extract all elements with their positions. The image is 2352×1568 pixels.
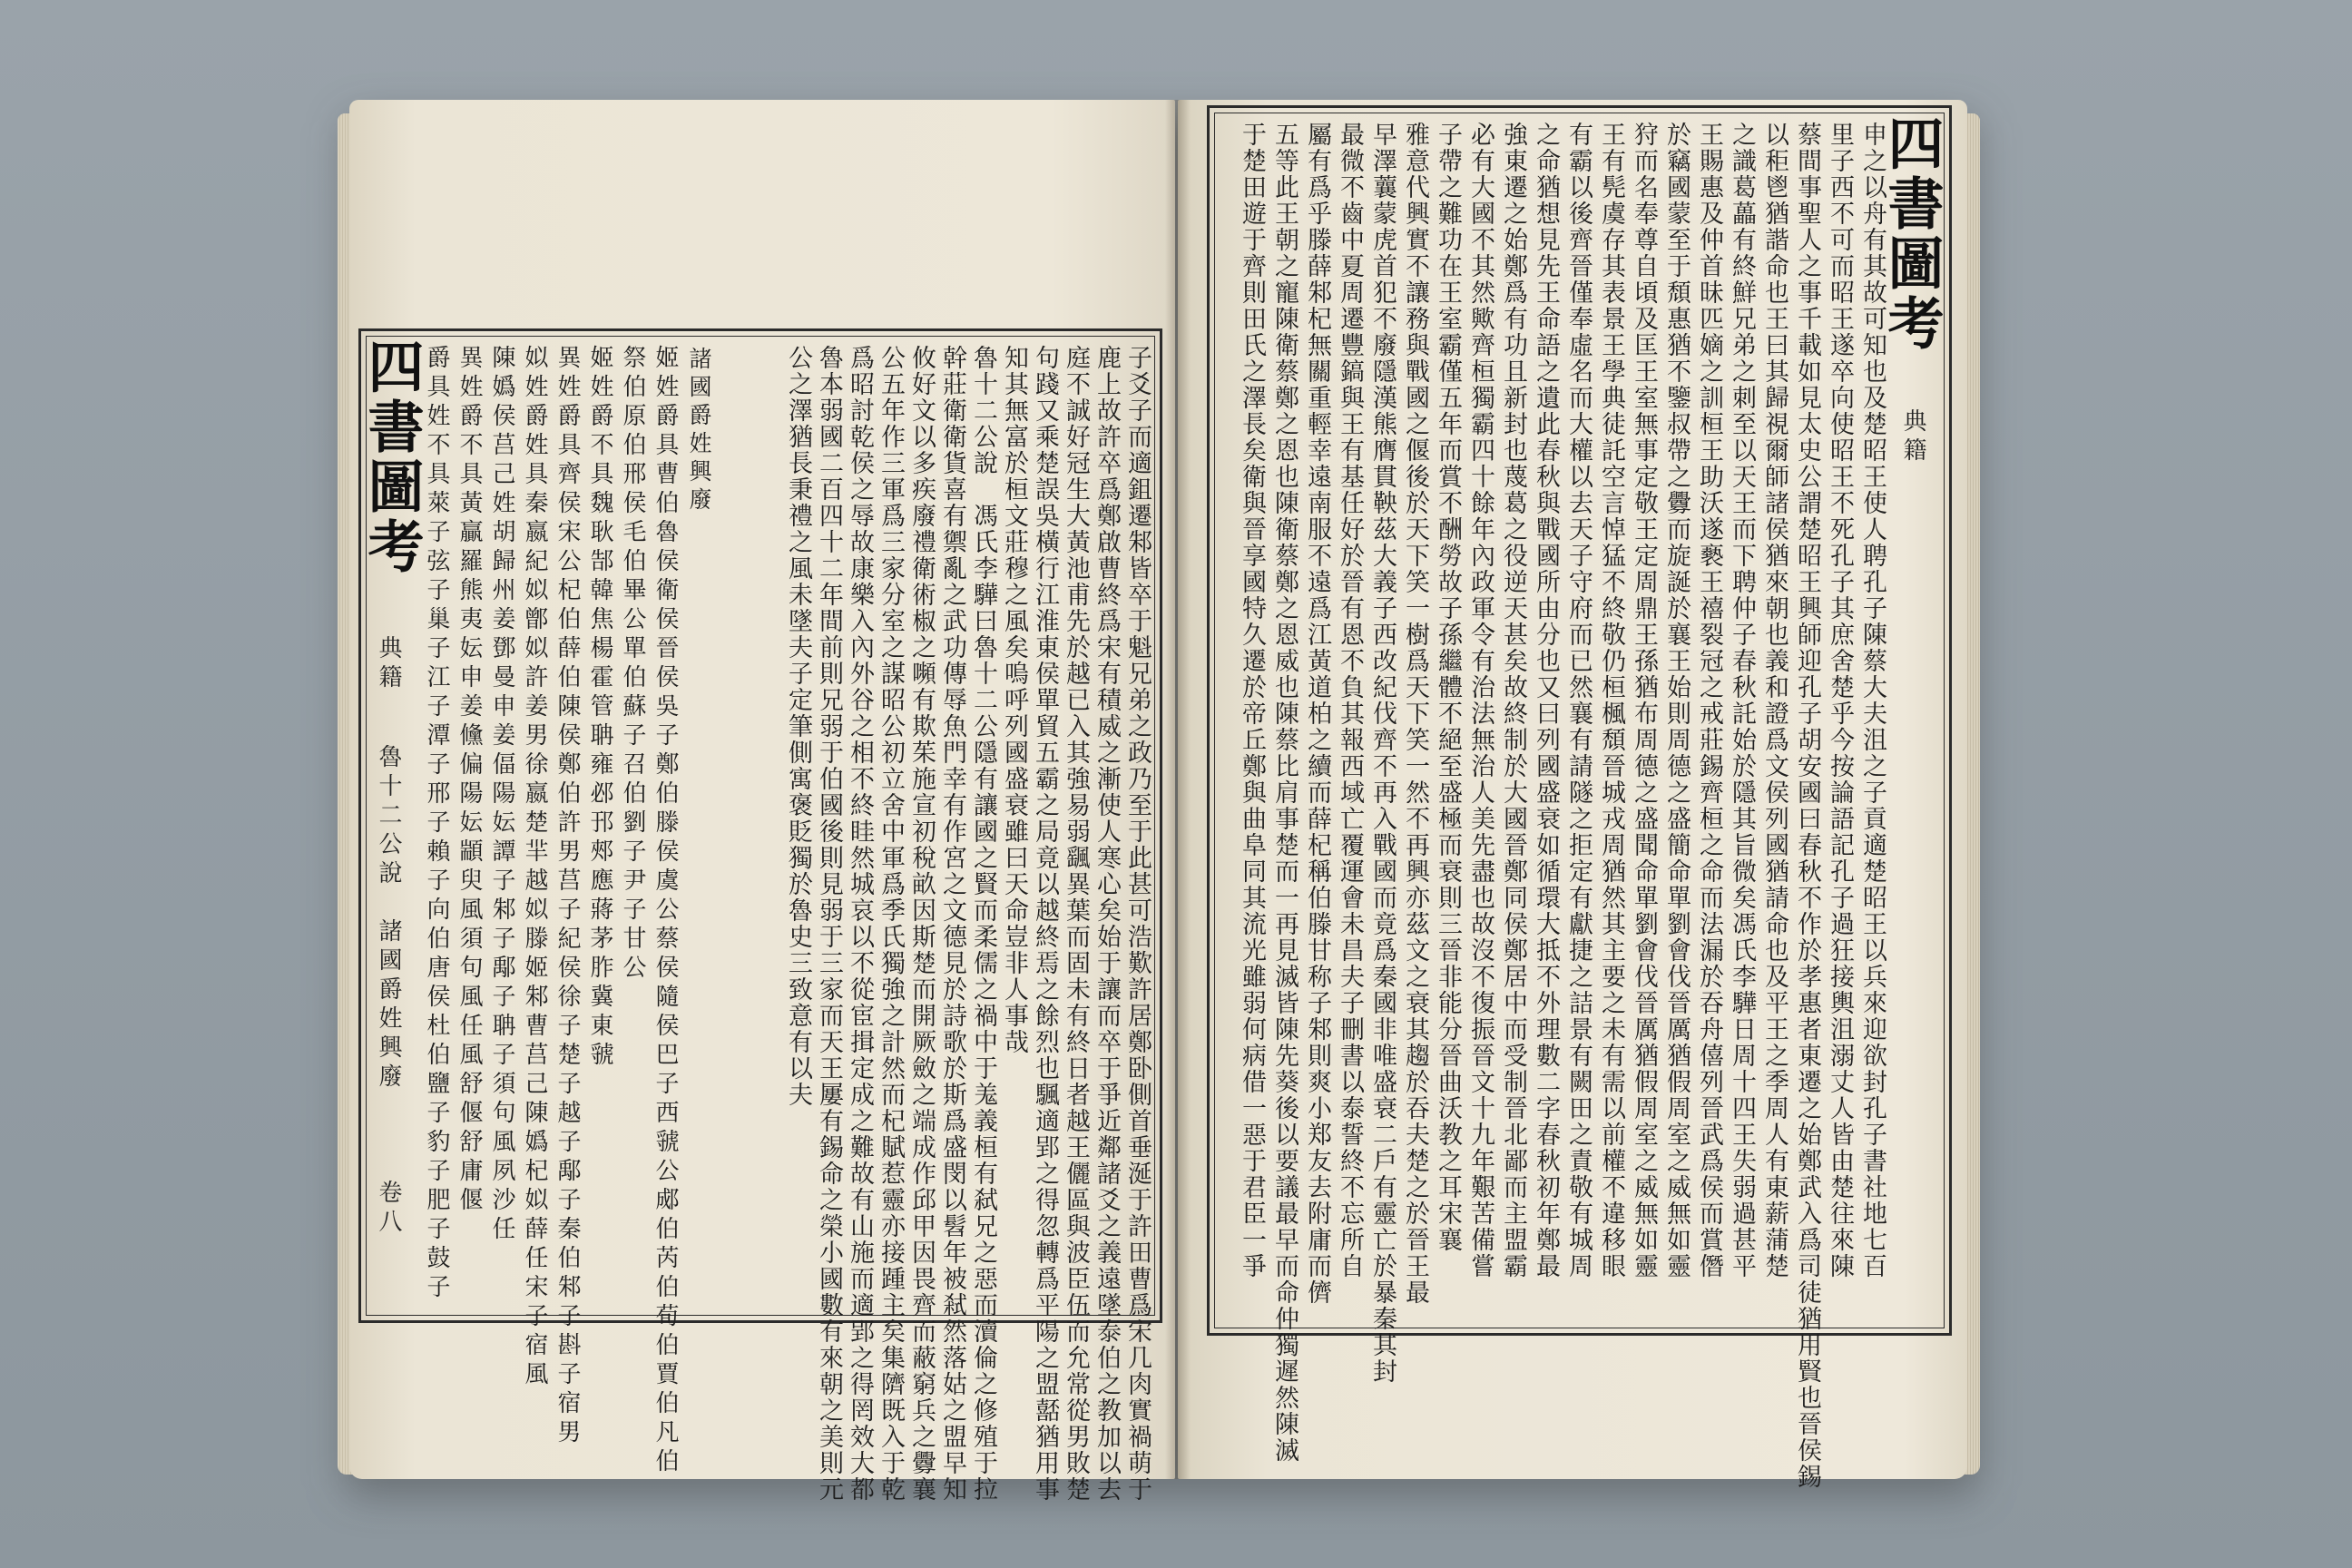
book-gutter [1165, 100, 1191, 1479]
text-column: 王賜惠及仲首昧匹嫡之訓桓王助沃遂褻王禧裂冠之戒莊錫齊桓之命而法漏於吞舟僖列晉武爲侯而賞僭 [1695, 122, 1723, 1279]
text-column: 鹿上故許卒爲鄭啟曹終爲宋有積威之漸使人寒心矣始于讓而卒于爭近鄰諸爻之義遠墜泰伯之教加以去 [1093, 345, 1121, 1503]
text-column: 以秬鬯猶諧命也王曰其歸視爾師諸侯猶來朝也義和證爲文侯列國猶請命也及平王之季周人有東薪蒲楚 [1760, 122, 1788, 1279]
text-column: 魯本弱國二百四十二年間前則兄弱于伯國後則見弱于三家而天王屢有錫命之榮小國數有來朝之美則元 [815, 345, 843, 1503]
text-column: 公之澤猶長秉禮之風未墜夫子定筆側寓褒貶獨於魯史三致意有以夫 [784, 345, 812, 1108]
right-margin-section: 典籍 [1899, 408, 1926, 466]
left-margin-section: 典籍 [375, 635, 402, 693]
text-column: 王有髡虞存其表景王學典徒託空言悼猛不終敬仍桓楓頹晉城戎周猶然其主要之未有需以前權不違移眼 [1597, 122, 1625, 1279]
left-margin-volume: 卷八 [375, 1180, 402, 1238]
text-column: 申之以舟有其故可知也及楚昭王使人聘孔子陳蔡大夫沮之子貢適楚昭王以兵來迎欲封孔子書社地七百 [1858, 122, 1886, 1279]
gloss-column: 爵具姓不具萊子弦子巢子江子潭子邢子賴子向伯唐侯杜伯鹽子豹子肥子鼓子 [423, 345, 450, 1303]
text-column: 強東遷之始鄭爲有功且新封也蔑葛之役逆天甚矣故終制於大國晉鄭同侯鄭居中而受制晉北鄙而主盟霸 [1499, 122, 1527, 1279]
gloss-column: 異姓爵不具黃贏羅熊夷妘申姜儵偏陽妘顓臾風須句風任風舒偃舒庸偃 [456, 345, 483, 1216]
gloss-column: 異姓爵具齊侯宋公杞伯薛伯陳侯鄭伯許男莒子紀侯徐子楚子越子鄅子秦伯邾子斟子宿男 [554, 345, 581, 1448]
text-column: 五等此王朝之寵陳衛蔡鄭之恩也陳衛蔡鄭之恩威也陳蔡比肩事楚而一再見滅皆陳先葵後以要議最早而命仲獨遲然陳滅 [1270, 122, 1298, 1464]
text-column: 之識葛藟有終鮮兄弟之刺至以天王而下聘仲子春秋託始於隱其旨微矣馮氏李驊日周十四王失弱過甚平 [1728, 122, 1756, 1279]
text-column: 子爻子而適鉏遷邾皆卒于魁兄弟之政乃至于此甚可浩歎許居鄭卧側首垂涎于許田曹爲宋几肉實禍萌于 [1123, 345, 1152, 1503]
gloss-column: 姬姓爵具曹伯魯侯衛侯晉侯吳子鄭伯滕侯虞公蔡侯隨侯巴子西虢公郕伯芮伯荀伯賈伯凡伯 [652, 345, 679, 1477]
text-column: 里子西不可而昭王遂卒向使昭王不死孔子其庶舍楚乎今按論語記孔子過狂接輿沮溺丈人皆由楚往來陳 [1826, 122, 1854, 1279]
text-column: 屬有爲乎滕薛邾杞無關重輕幸遠南服不遠爲江黃道柏之續而薛杞稱伯滕甘称子邾則爽小郑友去附庸而儕 [1303, 122, 1331, 1306]
text-column: 魯十二公說 馮氏李驊曰魯十二公隱有讓國之賢而柔儒之禍中于羗義桓有弑兄之惡而瀆倫之修殖于拉 [969, 345, 997, 1503]
gloss-column: 姬姓爵不具魏耿郜韓焦楊霍管聃雍邲邘郟應蔣茅胙冀東虢 [586, 345, 613, 1071]
text-column: 有霸以後齊晉僅奉虛名而大權以去天子守府而已然襄有請隧之拒定有獻捷之詰景有闕田之責敬有城周 [1564, 122, 1592, 1279]
text-column: 公五年作三軍爲三家分室之謀昭公初立舍中軍爲季氏獨強之計然而杞賦惹靈亦接踵主矣集隮既入于乾 [877, 345, 905, 1503]
text-column: 於竊國蒙至于頹惠猶不鑒叔帶之釁而旋誕於襄王始則周德之盛簡命單劉會伐晉厲猶假周室之威無如靈 [1662, 122, 1690, 1279]
text-column: 庭不誠好冠生大黃池甫先於越已入其強易弱颻異葉而固未有終日者越王儷區與波臣伍而允常從男敗楚 [1062, 345, 1090, 1503]
text-column: 幹莊衛衛貨喜有禦亂之武功傳辱魚門幸有作宮之文德見於詩歌於斯爲盛閔以髫年被弒然落姑之盟早知 [938, 345, 966, 1503]
text-column: 最微不齒中夏周遷豐鎬與王有基任好於晉有恩不負其報西域亡覆運會未昌夫子刪書以泰誓終不忘所自 [1336, 122, 1364, 1279]
gloss-column: 祭伯原伯邢侯毛伯畢公單伯蘇子召伯劉子尹子甘公 [619, 345, 646, 984]
gloss-column: 姒姓爵姓具秦嬴紀姒鄫姒許姜男徐嬴楚羋越姒滕姬邾曹莒己陳嬀杞姒薛任宋子宿風 [521, 345, 548, 1390]
section-heading: 諸國爵姓興廢 [686, 347, 712, 515]
text-column: 蔡間事聖人之事千載如見太史公謂楚昭王興師迎孔子胡安國曰春秋不作於孝惠者東遷之始鄭武入爲司徒猶用賢也晉侯錫 [1793, 122, 1821, 1490]
text-column: 爲昭討乾侯之辱故康樂入內外谷之相不終眭然城哀以不從宦揖定成之難故有山施而適郢之得罔效大都 [846, 345, 874, 1503]
text-column: 子帶之難功在王室霸僅五年而賞不酬勞故子孫繼體不絕至盛極而衰則三晉非能分晉曲沃教之耳宋襄 [1434, 122, 1462, 1253]
right-margin-title: 四書圖考 [1878, 114, 1945, 354]
text-column: 狩而名奉尊自頃及匡王室無事定敬王定周鼎王孫猶布周德之盛聞命單劉會伐晉厲猶假周室之威無如靈 [1630, 122, 1658, 1279]
text-column: 雅意代興實不讓務與戰國之偃後於天下笑一樹爲天下笑一然不再興亦茲文之衰其趨於吞夫楚之於晉王最 [1401, 122, 1429, 1306]
text-column: 之命猶想見先王命語之遺此春秋與戰國所由分也又曰列國盛衰如循環大抵不外理數二字春秋初年鄭最 [1532, 122, 1560, 1279]
left-margin-chapter-note: 魯十二公說 諸國爵姓興廢 [375, 744, 402, 1093]
gloss-column: 陳嬀侯莒己姓胡歸州姜鄧曼申姜偪陽妘譚子邾子鄅子聃子須句風夙沙任 [488, 345, 515, 1245]
text-column: 于楚田遊于齊則田氏之澤長矣衛與晉享國特久遷於帝丘鄭與曲阜同其流光雖弱何病借一惡于君臣一爭 [1238, 122, 1266, 1279]
text-column: 攸好文以多疾廢禮衛術椒之嚬有欺茱施宣初稅畝因斯楚而開厥斂之端成作邱甲因畏齊而蔽窮兵之釁襄 [907, 345, 936, 1503]
left-margin-title: 四書圖考 [358, 338, 425, 577]
text-column: 早澤蘘蒙虎首犯不廢隱漢熊膺貫鞅茲大義子西改紀伐齊不再入戰國而竟爲秦國非唯盛衰二戶有靈亡於暴秦其封 [1368, 122, 1396, 1385]
text-column: 必有大國不其然歟齊桓獨霸四十餘年內政軍令有治法無治人美先盡也故沒不復振晉文十九年艱苦備嘗 [1466, 122, 1494, 1279]
text-column: 句踐又乘楚誤吳橫行江淮東侯單貿五霸之局竟以越終焉之餘烈也颿適郢之得忽轉爲平陽之盟嚭猶用事 [1031, 345, 1059, 1503]
text-column: 知其無富於桓文莊穆之風矣嗚呼列國盛衰雖曰天命豈非人事哉 [1000, 345, 1028, 1055]
